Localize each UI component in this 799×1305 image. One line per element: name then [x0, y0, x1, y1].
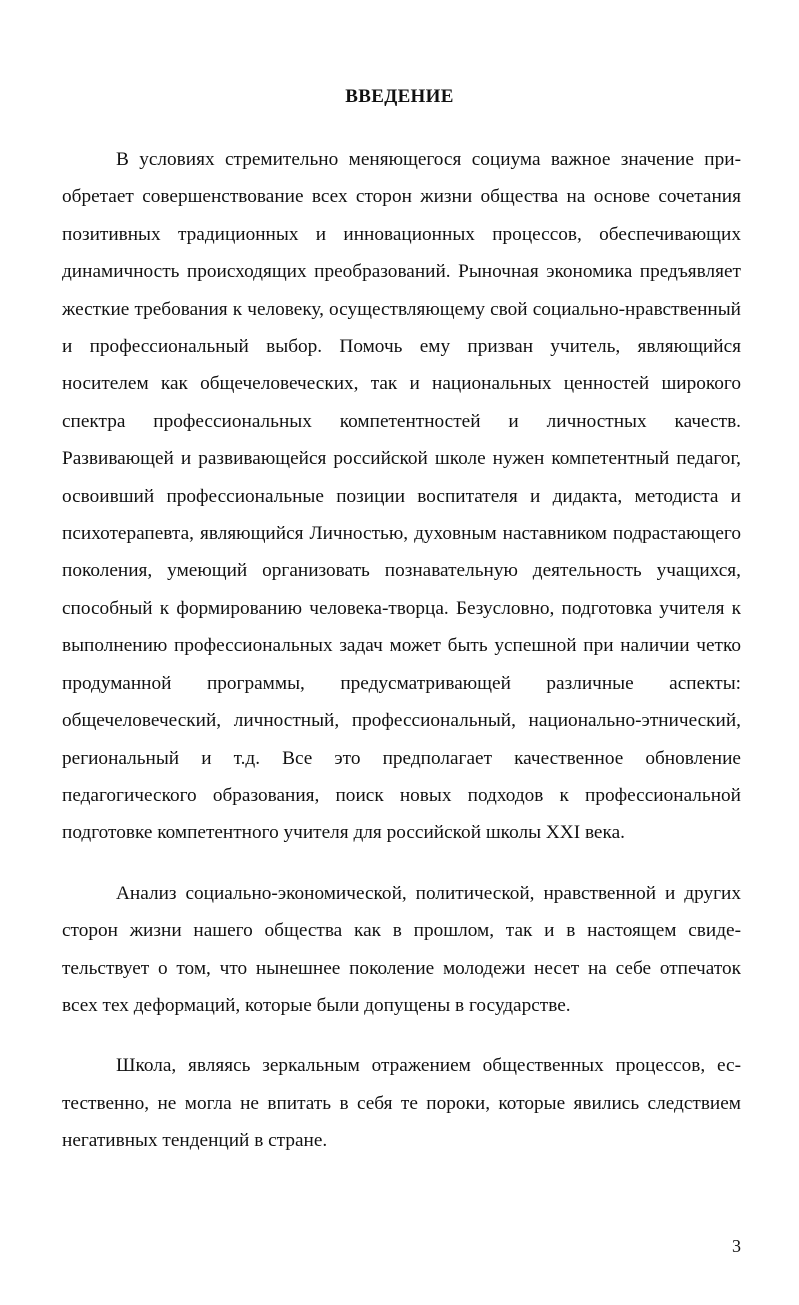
- page-title: ВВЕДЕНИЕ: [345, 86, 454, 107]
- body-text: [62, 141, 741, 1183]
- paragraph-3: Школа, являясь зеркальным отражением общественных процессов, естественно, не могла не впитать в себя те пороки, которые явились следствием негативных тенденций в стране.: [62, 1055, 741, 1152]
- paragraph-1: В условиях стремительно меняющегося социума важное значение приобретает совершенствование всех сторон жизни общества на основе сочетания позитивных традиционных и инновационных процессов, обеспечивающих динамичность происходящих преобразований. Рыночная экономика предъявляет жесткие требования к человеку, осуществляющему свой социально-нравственный и профессиональный выбор. Помочь ему призван учитель, являющийся носителем как общечеловеческих, так и национальных ценностей широкого спектра профессиональных компетентностей и личностных качеств. Развивающей и развивающейся российской школе нужен компетентный педагог, освоивший профессиональные позиции воспитателя и дидакта, методиста и психотерапевта, являющийся Личностью, духовным наставником подрастающего поколения, умеющий организовать познавательную деятельность учащихся, способный к формированию человека-творца. Безусловно, подготовка учителя к выполнению профессиональных задач может быть успешной при наличии четко продуманной программы, предусматривающей различные аспекты: общечеловеческий, личностный, профессиональный, национально-этнический, региональный и т.д. Все это предполагает качественное обновление педагогического образования, поиск новых подходов к профессиональной подготовке компетентного учителя для российской школы XXI века.: [62, 149, 741, 844]
- page-number: 3: [732, 1236, 741, 1256]
- paragraph-2: Анализ социально-экономической, политической, нравственной и других сторон жизни нашего общества как в прошлом, так и в настоящем свидетельствует о том, что нынешнее поколение молодежи несет на себе отпечаток всех тех деформаций, которые были допущены в государстве.: [62, 882, 741, 1016]
